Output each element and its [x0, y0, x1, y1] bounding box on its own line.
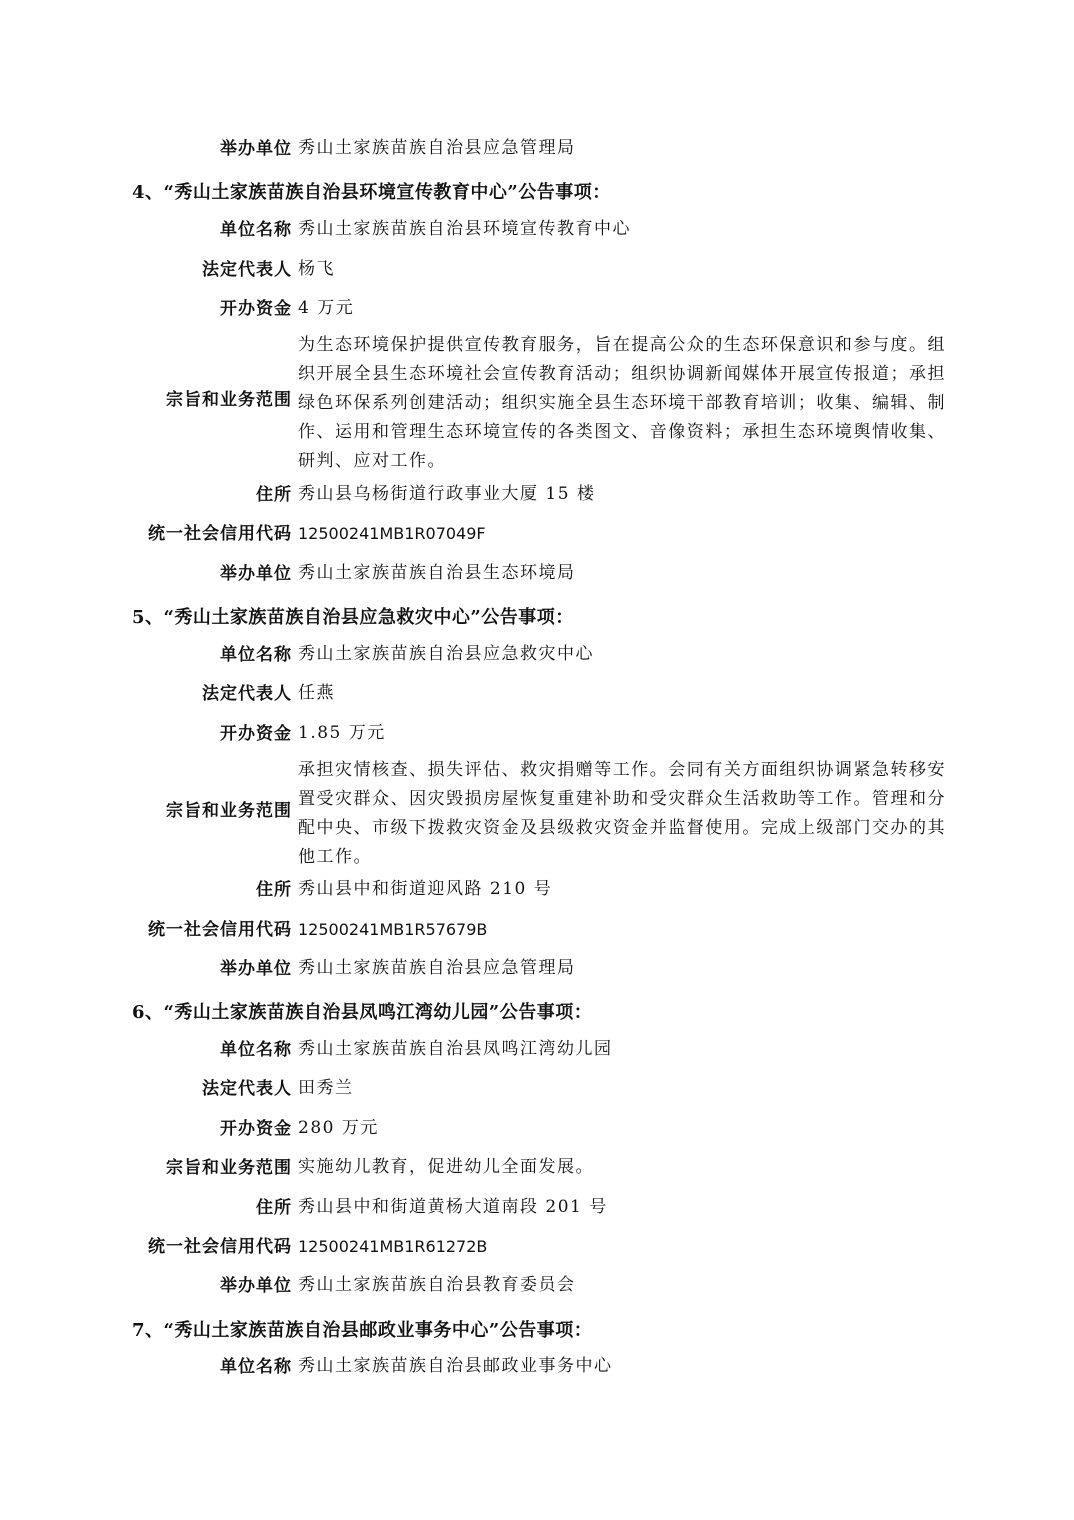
field-value: 1.85 万元: [298, 723, 386, 743]
field-value: 田秀兰: [298, 1078, 354, 1098]
field-label: 举办单位: [220, 139, 292, 159]
field-label: 住所: [256, 485, 292, 505]
field-value: 12500241MB1R61272B: [298, 1237, 488, 1256]
field-label: 法定代表人: [202, 1079, 292, 1099]
field-value: 秀山县中和街道迎风路 210 号: [298, 879, 553, 899]
field-label: 单位名称: [220, 1040, 292, 1060]
field-value: 280 万元: [298, 1118, 379, 1138]
section-heading: 5、“秀山土家族苗族自治县应急救灾中心”公告事项：: [132, 607, 574, 628]
field-value: 实施幼儿教育，促进幼儿全面发展。: [298, 1157, 594, 1177]
field-value: 秀山土家族苗族自治县应急管理局: [298, 138, 576, 158]
field-value: 12500241MB1R07049F: [298, 524, 486, 543]
field-label: 统一社会信用代码: [148, 920, 292, 940]
field-value: 秀山土家族苗族自治县教育委员会: [298, 1275, 576, 1295]
field-label: 单位名称: [220, 1357, 292, 1377]
field-label: 举办单位: [220, 1276, 292, 1296]
field-value: 秀山土家族苗族自治县应急管理局: [298, 958, 576, 978]
field-value: 秀山土家族苗族自治县应急救灾中心: [298, 644, 594, 664]
field-label: 开办资金: [220, 724, 292, 744]
field-label: 举办单位: [220, 959, 292, 979]
section-heading: 4、“秀山土家族苗族自治县环境宣传教育中心”公告事项：: [132, 182, 611, 203]
field-label: 宗旨和业务范围: [166, 1158, 292, 1178]
field-label: 开办资金: [220, 299, 292, 319]
field-label: 开办资金: [220, 1119, 292, 1139]
field-label: 单位名称: [220, 220, 292, 240]
field-label: 举办单位: [220, 564, 292, 584]
field-value: 秀山县乌杨街道行政事业大厦 15 楼: [298, 484, 596, 504]
field-label: 法定代表人: [202, 260, 292, 280]
field-value: 任燕: [298, 683, 335, 703]
field-value: 秀山土家族苗族自治县邮政业事务中心: [298, 1356, 613, 1376]
field-label: 统一社会信用代码: [148, 1237, 292, 1257]
section-heading: 6、“秀山土家族苗族自治县凤鸣江湾幼儿园”公告事项：: [132, 1002, 593, 1023]
section-heading: 7、“秀山土家族苗族自治县邮政业事务中心”公告事项：: [132, 1320, 593, 1341]
field-value: 12500241MB1R57679B: [298, 920, 488, 939]
field-label: 住所: [256, 1198, 292, 1218]
field-label: 住所: [256, 880, 292, 900]
field-label: 法定代表人: [202, 684, 292, 704]
field-label: 宗旨和业务范围: [166, 390, 292, 410]
field-value: 秀山土家族苗族自治县凤鸣江湾幼儿园: [298, 1039, 613, 1059]
field-value: 杨飞: [298, 259, 335, 279]
field-label: 单位名称: [220, 645, 292, 665]
field-value: 秀山县中和街道黄杨大道南段 201 号: [298, 1197, 608, 1217]
field-value: 秀山土家族苗族自治县生态环境局: [298, 563, 576, 583]
field-value: 承担灾情核查、损失评估、救灾捐赠等工作。会同有关方面组织协调紧急转移安置受灾群众、因灾毁损房屋恢复重建补助和受灾群众生活救助等工作。管理和分配中央、市级下拨救灾资金及县级救灾资金并监督使用。完成上级部门交办的其他工作。: [298, 760, 946, 867]
field-value: 秀山土家族苗族自治县环境宣传教育中心: [298, 219, 631, 239]
field-label: 宗旨和业务范围: [166, 801, 292, 821]
field-value: 为生态环境保护提供宣传教育服务，旨在提高公众的生态环保意识和参与度。组织开展全县生态环境社会宣传教育活动；组织协调新闻媒体开展宣传报道；承担绿色环保系列创建活动；组织实施全县生态环境干部教育培训；收集、编辑、制作、运用和管理生态环境宣传的各类图文、音像资料；承担生态环境舆情收集、研判、应对工作。: [298, 335, 946, 471]
field-label: 统一社会信用代码: [148, 524, 292, 544]
field-value: 4 万元: [298, 298, 355, 318]
